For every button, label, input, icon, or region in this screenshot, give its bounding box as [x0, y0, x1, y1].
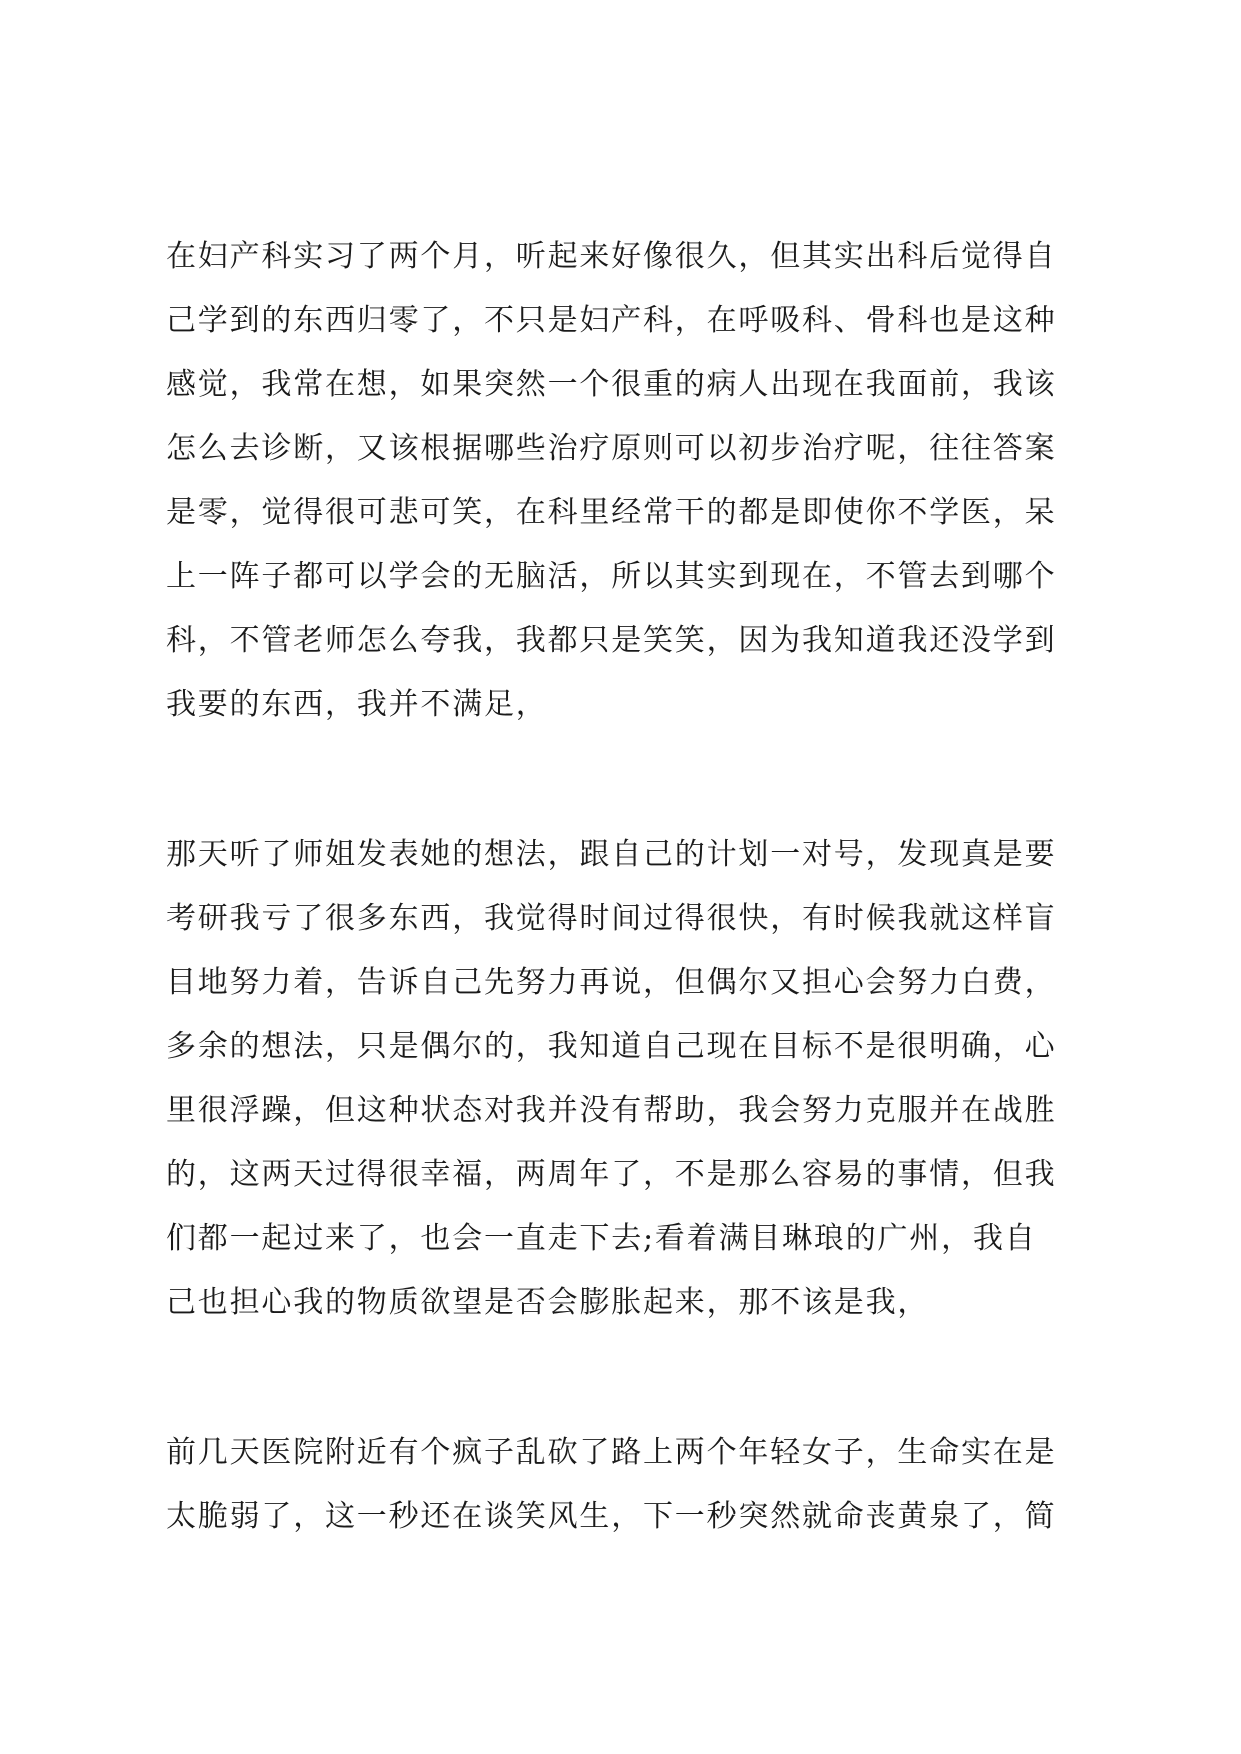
text-line: 己也担心我的物质欲望是否会膨胀起来，那不该是我，	[166, 1285, 930, 1320]
text-line: 怎么去诊断，又该根据哪些治疗原则可以初步治疗呢，往往答案	[166, 431, 1057, 466]
text-line: 己学到的东西归零了，不只是妇产科，在呼吸科、骨科也是这种	[166, 303, 1057, 338]
paragraph-2	[166, 823, 1086, 1335]
document-body	[166, 225, 1086, 1549]
text-line: 前几天医院附近有个疯子乱砍了路上两个年轻女子，生命实在是	[166, 1435, 1057, 1470]
text-line: 们都一起过来了，也会一直走下去;看着满目琳琅的广州，我自	[166, 1221, 1037, 1256]
paragraph-spacer	[166, 1335, 1086, 1421]
text-line: 是零，觉得很可悲可笑，在科里经常干的都是即使你不学医，呆	[166, 495, 1057, 530]
text-line: 的，这两天过得很幸福，两周年了，不是那么容易的事情，但我	[166, 1157, 1057, 1192]
paragraph-spacer	[166, 737, 1086, 823]
text-line: 太脆弱了，这一秒还在谈笑风生，下一秒突然就命丧黄泉了，简	[166, 1499, 1057, 1534]
text-line: 多余的想法，只是偶尔的，我知道自己现在目标不是很明确，心	[166, 1029, 1057, 1064]
text-line: 我要的东西，我并不满足，	[166, 687, 548, 722]
text-line: 科，不管老师怎么夸我，我都只是笑笑，因为我知道我还没学到	[166, 623, 1057, 658]
text-line: 感觉，我常在想，如果突然一个很重的病人出现在我面前，我该	[166, 367, 1057, 402]
text-line: 上一阵子都可以学会的无脑活，所以其实到现在，不管去到哪个	[166, 559, 1057, 594]
paragraph-1	[166, 225, 1086, 737]
text-line: 在妇产科实习了两个月，听起来好像很久，但其实出科后觉得自	[166, 239, 1057, 274]
text-line: 目地努力着，告诉自己先努力再说，但偶尔又担心会努力白费，	[166, 965, 1057, 1000]
text-line: 那天听了师姐发表她的想法，跟自己的计划一对号，发现真是要	[166, 837, 1057, 872]
text-line: 考研我亏了很多东西，我觉得时间过得很快，有时候我就这样盲	[166, 901, 1057, 936]
text-line: 里很浮躁，但这种状态对我并没有帮助，我会努力克服并在战胜	[166, 1093, 1057, 1128]
paragraph-3	[166, 1421, 1086, 1549]
